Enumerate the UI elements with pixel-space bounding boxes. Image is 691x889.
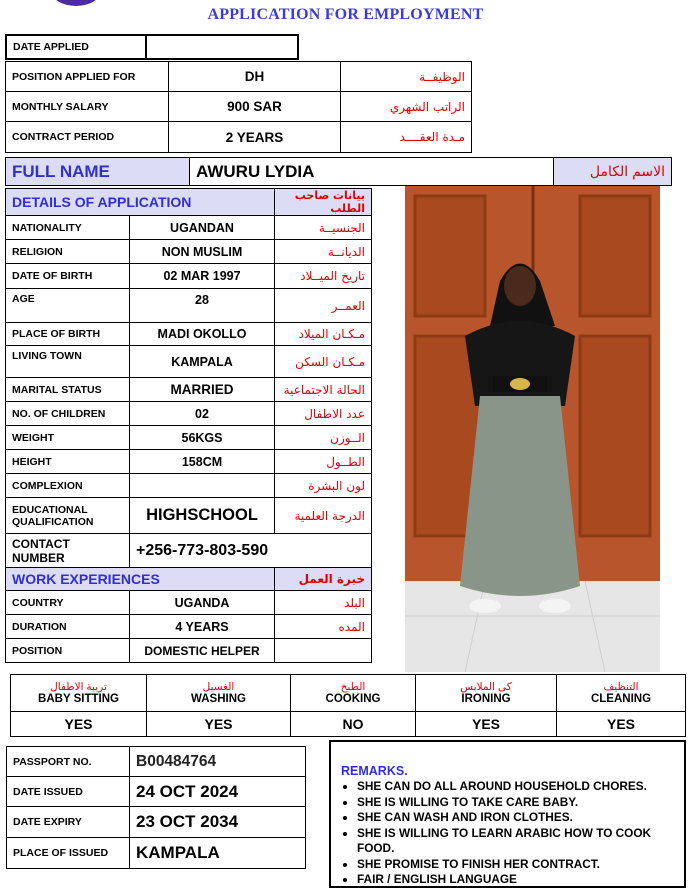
skill-ironing-value: YES xyxy=(416,712,557,737)
skill-cleaning-ar: التنظيف xyxy=(603,681,639,693)
remarks-title: REMARKS. xyxy=(341,764,408,778)
page-title: APPLICATION FOR EMPLOYMENT xyxy=(207,6,484,23)
full-name-table xyxy=(5,157,672,186)
skill-washing xyxy=(147,675,291,712)
position-ar: الوظيفــة xyxy=(341,62,472,92)
date-applied-label: DATE APPLIED xyxy=(6,35,146,59)
duration-value: 4 YEARS xyxy=(130,615,275,639)
skill-washing-value: YES xyxy=(147,712,291,737)
date-issued-label: DATE ISSUED xyxy=(7,777,130,807)
skill-cooking-ar: الطبخ xyxy=(340,681,366,693)
details-header-ar: بيانات صاحب الطلب xyxy=(275,189,372,216)
work-header: WORK EXPERIENCES xyxy=(6,568,275,591)
applicant-photo xyxy=(405,186,660,672)
place-issued-label: PLACE OF ISSUED xyxy=(7,838,130,869)
work-header-ar: خبرة العمل xyxy=(275,568,372,591)
remark-item: • SHE PROMISE TO FINISH HER CONTRACT. xyxy=(357,857,684,873)
nationality-ar: الجنسيــة xyxy=(275,216,372,240)
place-issued-value: KAMPALA xyxy=(130,838,306,869)
living-town-value: KAMPALA xyxy=(130,346,275,378)
skill-baby-sitting-en: BABY SITTING xyxy=(38,693,119,705)
full-name-label: FULL NAME xyxy=(6,158,190,186)
position-work-ar xyxy=(275,639,372,663)
country-label: COUNTRY xyxy=(6,591,130,615)
contact-label: CONTACT NUMBER xyxy=(6,534,130,568)
place-of-birth-value: MADI OKOLLO xyxy=(130,323,275,346)
contract-ar: مـدة العقــــد xyxy=(341,122,472,153)
marital-status-label: MARITAL STATUS xyxy=(6,378,130,402)
contract-label: CONTRACT PERIOD xyxy=(6,122,169,153)
remarks-list xyxy=(341,779,684,888)
religion-value: NON MUSLIM xyxy=(130,240,275,264)
passport-no-label: PASSPORT NO. xyxy=(7,747,130,777)
skill-cooking-en: COOKING xyxy=(325,693,381,705)
living-town-ar: مـكـان السكن xyxy=(275,346,372,378)
weight-ar: الــوزن xyxy=(275,426,372,450)
remark-item: • SHE IS WILLING TO LEARN ARABIC HOW TO COOK FOOD. xyxy=(357,826,684,857)
salary-value: 900 SAR xyxy=(169,92,341,122)
weight-value: 56KGS xyxy=(130,426,275,450)
passport-table xyxy=(6,746,306,869)
remark-item: • SHE CAN DO ALL AROUND HOUSEHOLD CHORES. xyxy=(357,779,684,795)
full-name-value: AWURU LYDIA xyxy=(190,158,554,186)
date-applied-table xyxy=(5,34,299,60)
religion-label: RELIGION xyxy=(6,240,130,264)
details-header: DETAILS OF APPLICATION xyxy=(6,189,275,216)
weight-label: WEIGHT xyxy=(6,426,130,450)
position-value: DH xyxy=(169,62,341,92)
dob-value: 02 MAR 1997 xyxy=(130,264,275,289)
marital-status-value: MARRIED xyxy=(130,378,275,402)
skill-washing-ar: الغسيل xyxy=(202,681,235,693)
skill-washing-en: WASHING xyxy=(191,693,246,705)
skill-ironing xyxy=(416,675,557,712)
age-ar: العمــر xyxy=(275,289,372,323)
contact-value: +256-773-803-590 xyxy=(130,534,372,568)
full-name-ar: الاسم الكامل xyxy=(554,158,672,186)
date-expiry-value: 23 OCT 2034 xyxy=(130,807,306,838)
children-value: 02 xyxy=(130,402,275,426)
place-of-birth-ar: مـكـان الميلاد xyxy=(275,323,372,346)
age-label: AGE xyxy=(6,289,130,323)
position-work-value: DOMESTIC HELPER xyxy=(130,639,275,663)
skill-ironing-en: IRONING xyxy=(461,693,511,705)
education-ar: الدرجة العلمية xyxy=(275,498,372,534)
skill-baby-sitting-value: YES xyxy=(11,712,147,737)
salary-label: MONTHLY SALARY xyxy=(6,92,169,122)
complexion-ar: لون البشرة xyxy=(275,474,372,498)
skill-cleaning-en: CLEANING xyxy=(590,693,652,705)
dob-ar: تاريخ الميــلاد xyxy=(275,264,372,289)
education-label: EDUCATIONAL QUALIFICATION xyxy=(6,498,130,534)
complexion-label: COMPLEXION xyxy=(6,474,130,498)
passport-no-value: B00484764 xyxy=(130,747,306,777)
nationality-value: UGANDAN xyxy=(130,216,275,240)
skill-cooking xyxy=(291,675,416,712)
details-table xyxy=(5,188,372,663)
height-value: 158CM xyxy=(130,450,275,474)
date-applied-value xyxy=(146,35,298,59)
dob-label: DATE OF BIRTH xyxy=(6,264,130,289)
nationality-label: NATIONALITY xyxy=(6,216,130,240)
date-issued-value: 24 OCT 2024 xyxy=(130,777,306,807)
contract-value: 2 YEARS xyxy=(169,122,341,153)
skill-cooking-value: NO xyxy=(291,712,416,737)
living-town-label: LIVING TOWN xyxy=(6,346,130,378)
age-value: 28 xyxy=(130,289,275,323)
religion-ar: الديانــة xyxy=(275,240,372,264)
height-label: HEIGHT xyxy=(6,450,130,474)
children-label: NO. OF CHILDREN xyxy=(6,402,130,426)
duration-label: DURATION xyxy=(6,615,130,639)
position-work-label: POSITION xyxy=(6,639,130,663)
skill-cleaning-value: YES xyxy=(557,712,686,737)
children-ar: عدد الاطفال xyxy=(275,402,372,426)
date-expiry-label: DATE EXPIRY xyxy=(7,807,130,838)
position-table xyxy=(5,61,472,153)
country-ar: البلد xyxy=(275,591,372,615)
skill-cleaning xyxy=(557,675,686,712)
country-value: UGANDA xyxy=(130,591,275,615)
duration-ar: المده xyxy=(275,615,372,639)
remark-item: • SHE CAN WASH AND IRON CLOTHES. xyxy=(357,810,684,826)
skills-table xyxy=(10,674,686,737)
skill-baby-sitting xyxy=(11,675,147,712)
skill-ironing-ar: كى الملابس xyxy=(460,681,512,693)
complexion-value xyxy=(130,474,275,498)
position-label: POSITION APPLIED FOR xyxy=(6,62,169,92)
remark-item: • SHE IS WILLING TO TAKE CARE BABY. xyxy=(357,795,684,811)
marital-status-ar: الحالة الاجتماعية xyxy=(275,378,372,402)
remark-item: • FAIR / ENGLISH LANGUAGE xyxy=(357,872,684,888)
skill-baby-sitting-ar: تربية الاطفال xyxy=(50,681,107,693)
place-of-birth-label: PLACE OF BIRTH xyxy=(6,323,130,346)
height-ar: الطــول xyxy=(275,450,372,474)
remarks-box xyxy=(329,740,686,888)
salary-ar: الراتب الشهري xyxy=(341,92,472,122)
education-value: HIGHSCHOOL xyxy=(130,498,275,534)
